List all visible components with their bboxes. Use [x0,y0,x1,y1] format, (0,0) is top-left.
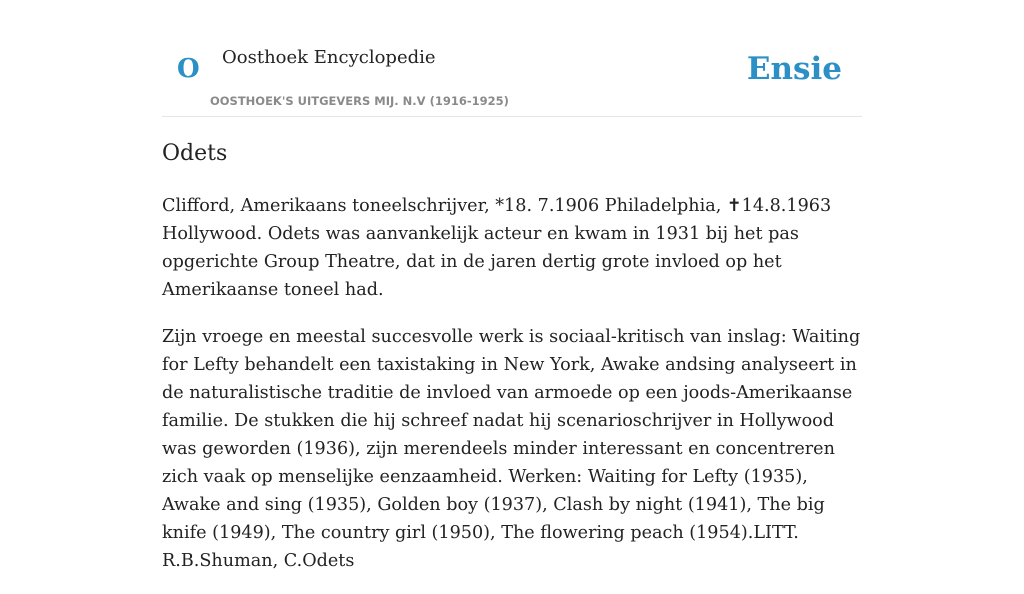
article-body [162,192,867,594]
article-title: Odets [162,141,228,166]
brand-logo-link[interactable]: Ensie [746,51,842,87]
source-title-link[interactable]: Oosthoek Encyclopedie [222,47,436,68]
article-paragraph: Clifford, Amerikaans toneelschrijver, *18. 7.1906 Philadelphia, ✝14.8.1963 Hollywood. Odets was aanvankelijk acteur en kwam in 1931 bij het pas opgerichte Group Theatre, dat in de jaren dertig grote invloed op het Amerikaanse toneel had. [162,196,832,300]
article-paragraph: Zijn vroege en meestal succesvolle werk is sociaal-kritisch van inslag: Waiting for Lefty behandelt een taxistaking in New York, Awake andsing analyseert in de naturalistische traditie de invloed van armoede op een joods-Amerikaanse familie. De stukken die hij schreef nadat hij scenarioschrijver in Hollywood was geworden (1936), zijn merendeels minder interessant en concentreren zich vaak op menselijke eenzaamheid. Werken: Waiting for Lefty (1935), Awake and sing (1935), Golden boy (1937), Clash by night (1941), The big knife (1949), The country girl (1950), The flowering peach (1954).LITT. R.B.Shuman, C.Odets [162,327,861,571]
source-header [162,0,862,117]
index-letter[interactable]: O [177,54,200,84]
source-publisher: OOSTHOEK'S UITGEVERS MIJ. N.V (1916-1925) [210,94,509,108]
